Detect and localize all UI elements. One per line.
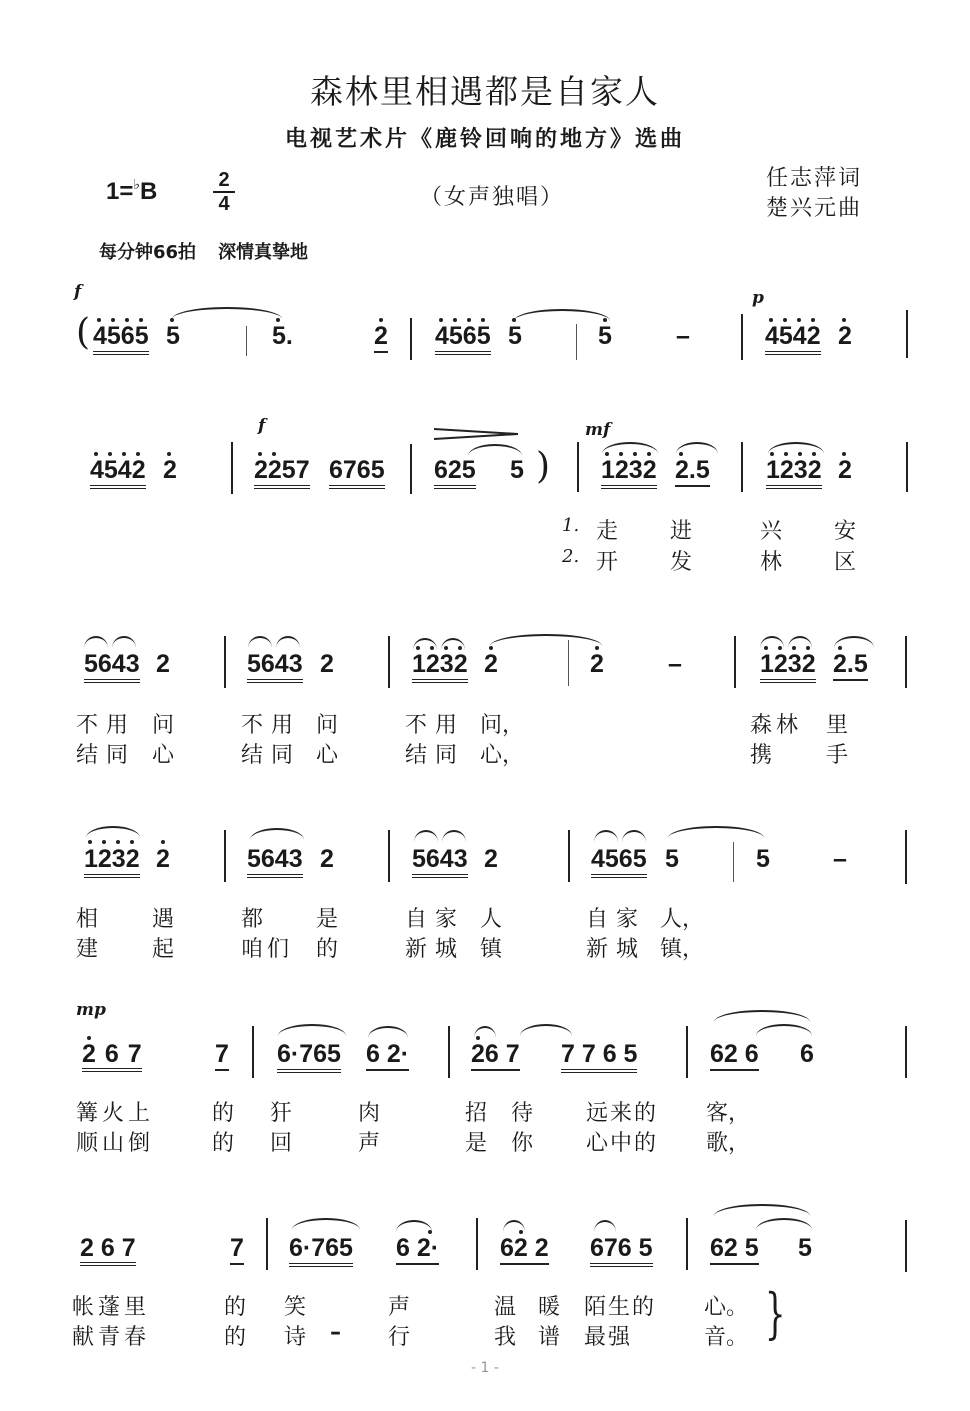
lyric: 自家 — [405, 907, 466, 932]
dash: – — [668, 650, 682, 678]
note: 5 — [166, 322, 180, 350]
beat-divider — [568, 640, 569, 686]
dynamic-f: f — [258, 416, 266, 436]
lyric: 兴 — [760, 519, 783, 544]
bar-line — [410, 444, 412, 494]
octave-dot — [94, 452, 98, 456]
lyricist: 任志萍词 — [766, 166, 863, 191]
note: 2 — [374, 322, 388, 353]
verse-brace: } — [764, 1282, 786, 1345]
slur — [714, 1204, 810, 1216]
note-group: 4565 — [435, 322, 491, 355]
slur — [520, 1024, 572, 1036]
lyric-dash: – — [330, 1320, 341, 1345]
lyric: 心， — [480, 743, 525, 768]
time-signature — [213, 170, 235, 214]
key-signature — [106, 178, 157, 206]
bar-line — [448, 1026, 450, 1078]
lyric: 笑 — [284, 1295, 307, 1320]
lyric: 声 — [388, 1295, 411, 1320]
time-signature-top: 2 — [218, 169, 230, 191]
bar-line — [410, 318, 412, 360]
octave-dot — [605, 452, 609, 456]
lyric: 手 — [826, 743, 849, 768]
lyric: 陌生的 — [584, 1295, 657, 1320]
lyric: 的 — [224, 1295, 247, 1320]
tempo-marking — [99, 238, 330, 264]
bar-line — [476, 1218, 478, 1270]
bar-line — [388, 830, 390, 882]
song-title: 森林里相遇都是自家人 — [310, 72, 660, 111]
octave-dot — [764, 646, 768, 650]
credits — [766, 164, 862, 224]
slur — [468, 444, 522, 456]
note-group: 6 2· — [366, 1040, 409, 1071]
note: 2 — [156, 650, 170, 678]
note: 6 — [800, 1040, 814, 1068]
lyric: 问 — [316, 713, 339, 738]
beat-divider — [733, 842, 734, 882]
octave-dot — [798, 452, 802, 456]
octave-dot — [842, 452, 846, 456]
note-group: 1232 — [766, 456, 822, 489]
lyric: 结同 — [76, 743, 137, 768]
tie — [668, 826, 764, 838]
octave-dot — [416, 646, 420, 650]
verse-number: 1. — [562, 515, 580, 536]
lyric: 待 — [511, 1101, 534, 1126]
lyric: 心。 — [704, 1295, 749, 1320]
lyric: 谱 — [538, 1325, 561, 1350]
note: 7 — [215, 1040, 229, 1071]
lyric: 的 — [212, 1101, 235, 1126]
octave-dot — [619, 452, 623, 456]
lyric: 发 — [670, 550, 693, 575]
note: 2 — [838, 456, 852, 484]
slur — [414, 830, 438, 842]
note-group: 2.5 — [675, 456, 710, 487]
slur — [594, 1220, 616, 1232]
slur — [714, 1010, 810, 1022]
bar-line — [577, 442, 579, 492]
note-group: 1232 — [84, 845, 140, 878]
lyric: 问， — [480, 713, 525, 738]
lyric: 起 — [152, 937, 175, 962]
lyric: 安 — [834, 519, 857, 544]
lyric: 回 — [270, 1131, 293, 1156]
lyric: 暖 — [538, 1295, 561, 1320]
paren-close: ) — [536, 446, 551, 487]
bar-line — [741, 442, 743, 492]
octave-dot — [130, 840, 134, 844]
octave-dot — [797, 318, 801, 322]
note: 2 — [320, 845, 334, 873]
bar-line — [568, 830, 570, 882]
note-group: 2.5 — [833, 650, 868, 681]
lyric: 结同 — [241, 743, 302, 768]
slur — [622, 830, 646, 842]
note: 2 — [320, 650, 334, 678]
page-number: - 1 - — [471, 1360, 499, 1376]
octave-dot — [258, 452, 262, 456]
lyric: 行 — [388, 1325, 411, 1350]
bar-line — [734, 636, 736, 688]
note: 2 — [163, 456, 177, 484]
lyric: 里 — [826, 713, 849, 738]
lyric: 人， — [660, 907, 705, 932]
note: 5 — [756, 845, 770, 873]
note: 5 — [508, 322, 522, 350]
lyric: 心中的 — [586, 1131, 659, 1156]
note-group: 62 2 — [500, 1234, 549, 1265]
octave-dot — [439, 318, 443, 322]
time-signature-bottom: 4 — [218, 193, 230, 215]
slur — [292, 1218, 360, 1230]
lyric: 携 — [750, 743, 773, 768]
octave-dot — [272, 452, 276, 456]
key-prefix: 1= — [106, 178, 134, 205]
note-group: 1232 — [760, 650, 816, 683]
octave-dot — [595, 646, 599, 650]
note: 2 — [590, 650, 604, 678]
lyric: 相 — [76, 907, 99, 932]
octave-dot — [111, 318, 115, 322]
slur — [594, 830, 618, 842]
dynamic-p: p — [752, 288, 764, 308]
lyric: 诗 — [284, 1325, 307, 1350]
bar-line — [905, 1026, 907, 1078]
octave-dot — [444, 646, 448, 650]
lyric: 帐蓬里 — [72, 1295, 151, 1320]
flat-icon: ♭ — [133, 176, 140, 192]
note-group: 5643 — [412, 845, 468, 878]
beat-divider — [246, 326, 247, 356]
slur — [84, 636, 108, 648]
octave-dot — [519, 1230, 523, 1234]
slur — [248, 636, 272, 648]
octave-dot — [87, 1036, 91, 1040]
octave-dot — [276, 318, 280, 322]
note: 5 — [598, 322, 612, 350]
expression-marking: 深情真挚地 — [218, 242, 309, 263]
lyric: 的 — [224, 1325, 247, 1350]
lyric: 的 — [316, 937, 339, 962]
bar-line — [905, 1220, 907, 1272]
lyric: 顺山倒 — [76, 1131, 155, 1156]
note: 5. — [272, 322, 293, 350]
note-group: 62 5 — [710, 1234, 759, 1265]
paren-open: ( — [76, 312, 91, 353]
octave-dot — [512, 318, 516, 322]
octave-dot — [122, 452, 126, 456]
note-group: 5643 — [247, 650, 303, 683]
lyric: 问 — [152, 713, 175, 738]
note-group: 62 6 — [710, 1040, 759, 1071]
bar-line — [252, 1026, 254, 1078]
octave-dot — [476, 1036, 480, 1040]
lyric: 献青春 — [72, 1325, 151, 1350]
beat-divider — [576, 324, 577, 360]
note-group: 6765 — [329, 456, 385, 489]
lyric: 都 — [241, 907, 264, 932]
lyric: 不用 — [76, 713, 137, 738]
octave-dot — [679, 452, 683, 456]
note-group: 4565 — [591, 845, 647, 878]
octave-dot — [792, 646, 796, 650]
note-group: 625 — [434, 456, 476, 489]
lyric: 森林 — [750, 713, 803, 738]
note-group: 676 5 — [590, 1234, 653, 1267]
lyric: 区 — [834, 550, 857, 575]
lyric: 进 — [670, 519, 693, 544]
note-group: 2 6 7 — [82, 1040, 142, 1072]
lyric: 不用 — [405, 713, 466, 738]
lyric: 客， — [706, 1101, 751, 1126]
note: 5 — [665, 845, 679, 873]
lyric: 你 — [511, 1131, 534, 1156]
octave-dot — [88, 840, 92, 844]
bar-line — [905, 830, 907, 884]
note-group: 2257 — [254, 456, 310, 489]
lyric: 走 — [596, 519, 619, 544]
note-group: 4542 — [765, 322, 821, 355]
tie — [756, 1024, 812, 1036]
lyric: 镇 — [480, 937, 503, 962]
octave-dot — [428, 1230, 432, 1234]
note-group: 1232 — [601, 456, 657, 489]
song-subtitle: 电视艺术片《鹿铃回响的地方》选曲 — [284, 127, 685, 152]
note: 2 — [838, 322, 852, 350]
tie — [490, 634, 602, 646]
slur — [368, 1026, 408, 1038]
note-group: 26 7 — [471, 1040, 520, 1071]
decrescendo-icon — [434, 428, 520, 440]
note: 7 — [230, 1234, 244, 1265]
bar-line — [224, 830, 226, 882]
octave-dot — [812, 452, 816, 456]
octave-dot — [647, 452, 651, 456]
octave-dot — [453, 318, 457, 322]
octave-dot — [170, 318, 174, 322]
lyric: 开 — [596, 550, 619, 575]
lyric: 林 — [760, 550, 783, 575]
slur — [112, 636, 136, 648]
note-group: 6·765 — [277, 1040, 341, 1073]
lyric: 犴 — [270, 1101, 293, 1126]
performance-type: （女声独唱） — [420, 185, 565, 210]
octave-dot — [125, 318, 129, 322]
octave-dot — [458, 646, 462, 650]
note-group: 4565 — [93, 322, 149, 355]
lyric: 不用 — [241, 713, 302, 738]
lyric: 远来的 — [586, 1101, 659, 1126]
note-group: 4542 — [90, 456, 146, 489]
octave-dot — [489, 646, 493, 650]
octave-dot — [784, 452, 788, 456]
octave-dot — [116, 840, 120, 844]
lyric: 咱们 — [241, 937, 294, 962]
bar-line — [266, 1218, 268, 1270]
lyric: 歌， — [706, 1131, 751, 1156]
note-group: 5643 — [84, 650, 140, 683]
bar-line — [741, 314, 743, 360]
bar-line — [906, 442, 908, 492]
octave-dot — [430, 646, 434, 650]
lyric: 心 — [152, 743, 175, 768]
note: 5 — [510, 456, 524, 484]
octave-dot — [838, 646, 842, 650]
lyric: 镇， — [660, 937, 705, 962]
slur — [250, 828, 304, 840]
tie — [756, 1218, 812, 1230]
composer: 楚兴元曲 — [766, 196, 863, 221]
lyric: 音。 — [704, 1325, 749, 1350]
lyric: 建 — [76, 937, 99, 962]
dynamic-mp: mp — [76, 1000, 106, 1020]
lyric: 是 — [316, 907, 339, 932]
dash: – — [676, 322, 690, 350]
tie — [172, 307, 282, 319]
note-group: 2 6 7 — [80, 1234, 136, 1266]
octave-dot — [778, 646, 782, 650]
slur — [276, 636, 300, 648]
lyric: 是 — [465, 1131, 488, 1156]
dash: – — [833, 845, 847, 873]
octave-dot — [467, 318, 471, 322]
octave-dot — [139, 318, 143, 322]
octave-dot — [769, 318, 773, 322]
tie — [514, 309, 610, 321]
note-group — [80, 1234, 136, 1263]
lyric: 心 — [316, 743, 339, 768]
tempo-bpm: 每分钟66拍 — [99, 242, 197, 263]
lyric: 声 — [358, 1131, 381, 1156]
octave-dot — [102, 840, 106, 844]
lyric: 最强 — [584, 1325, 633, 1350]
note-group: 6·765 — [289, 1234, 353, 1267]
lyric: 遇 — [152, 907, 175, 932]
octave-dot — [97, 318, 101, 322]
bar-line — [686, 1218, 688, 1270]
slur — [396, 1220, 432, 1232]
key-note: B — [139, 178, 158, 205]
bar-line — [224, 636, 226, 688]
octave-dot — [806, 646, 810, 650]
lyric: 温 — [494, 1295, 517, 1320]
lyric: 新城 — [586, 937, 647, 962]
verse-number: 2. — [562, 546, 580, 567]
bar-line — [388, 636, 390, 688]
lyric: 人 — [480, 907, 503, 932]
lyric: 的 — [212, 1131, 235, 1156]
note-group: 1232 — [412, 650, 468, 683]
lyric: 篝火上 — [76, 1101, 155, 1126]
bar-line — [906, 310, 908, 358]
dynamic-f: f — [74, 282, 82, 302]
octave-dot — [379, 318, 383, 322]
slur — [278, 1024, 346, 1036]
bar-line — [231, 442, 233, 494]
octave-dot — [603, 318, 607, 322]
octave-dot — [167, 452, 171, 456]
octave-dot — [108, 452, 112, 456]
note-group: 6 2· — [396, 1234, 439, 1265]
note: 2 — [484, 845, 498, 873]
lyric: 肉 — [358, 1101, 381, 1126]
note-group — [82, 1040, 162, 1069]
octave-dot — [481, 318, 485, 322]
bar-line — [905, 636, 907, 688]
note: 5 — [798, 1234, 812, 1262]
note-group: 5643 — [247, 845, 303, 878]
octave-dot — [783, 318, 787, 322]
slur — [86, 826, 140, 838]
lyric: 自家 — [586, 907, 647, 932]
octave-dot — [136, 452, 140, 456]
lyric: 新城 — [405, 937, 466, 962]
lyric: 结同 — [405, 743, 466, 768]
bar-line — [686, 1026, 688, 1078]
octave-dot — [161, 840, 165, 844]
lyric: 我 — [494, 1325, 517, 1350]
octave-dot — [633, 452, 637, 456]
note-group: 7 7 6 5 — [561, 1040, 637, 1073]
octave-dot — [770, 452, 774, 456]
note: 2 — [484, 650, 498, 678]
slur — [442, 830, 466, 842]
octave-dot — [842, 318, 846, 322]
octave-dot — [811, 318, 815, 322]
note: 2 — [156, 845, 170, 873]
lyric: 招 — [465, 1101, 488, 1126]
dynamic-mf: mf — [585, 420, 611, 440]
